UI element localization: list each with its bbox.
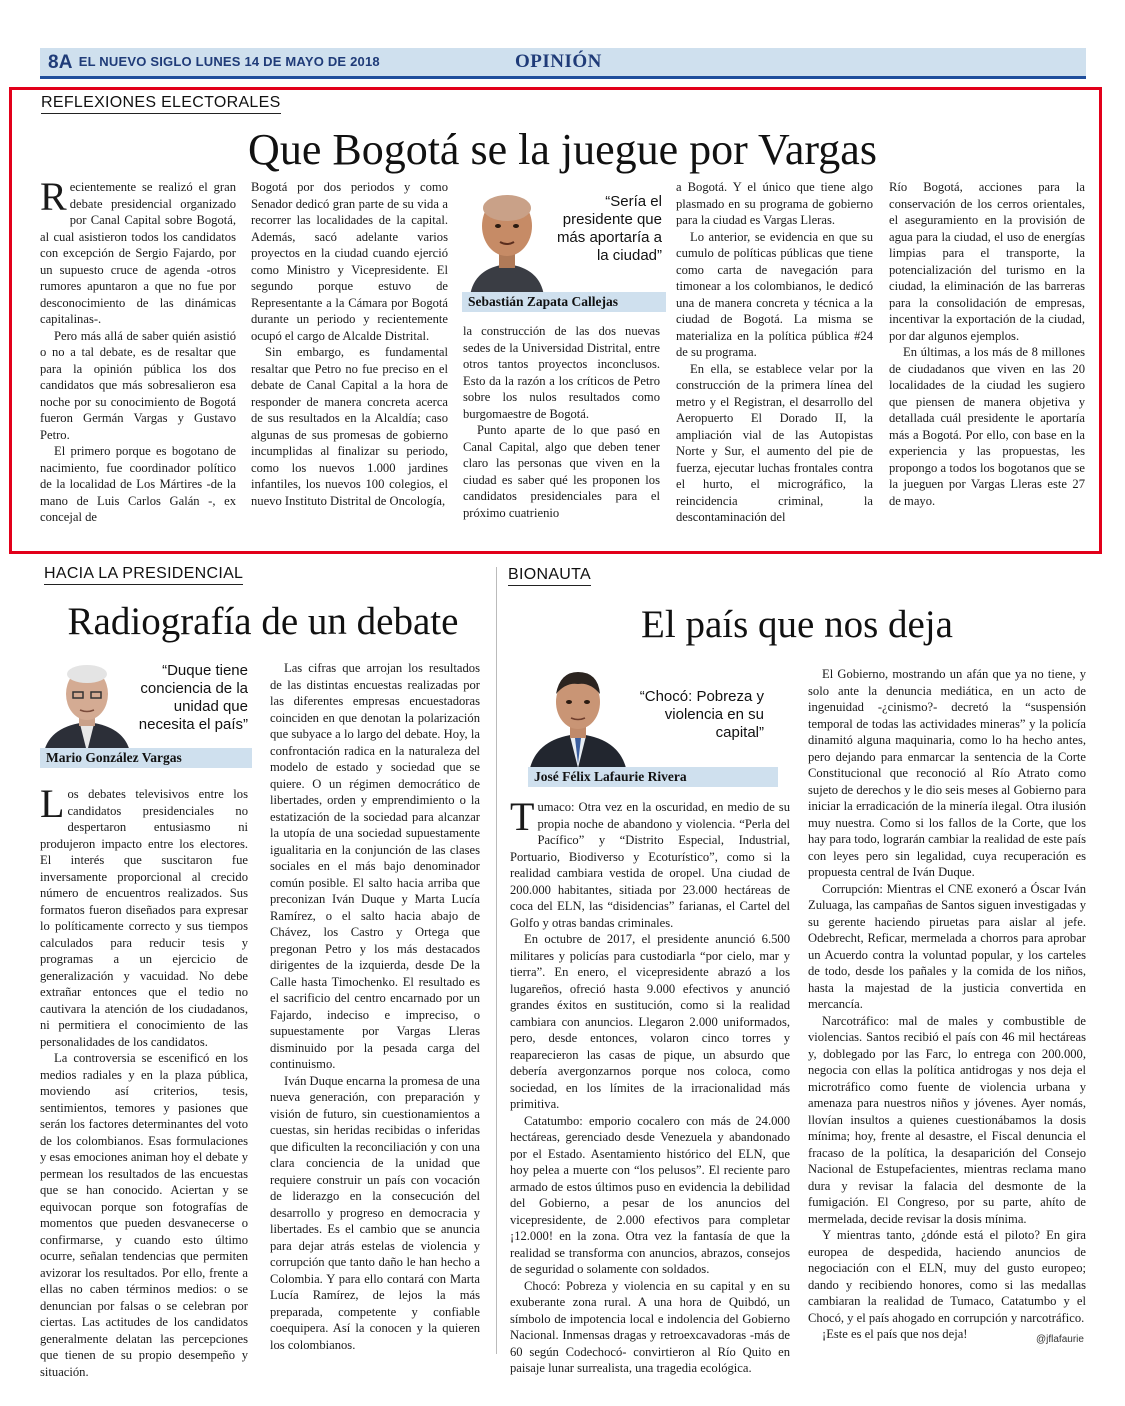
masthead-text: EL NUEVO SIGLO LUNES 14 DE MAYO DE 2018 bbox=[78, 54, 380, 69]
page-header bbox=[40, 48, 1086, 79]
twitter-handle: @jflafaurie bbox=[1036, 1334, 1084, 1345]
paragraph: Corrupción: Mientras el CNE exoneró a Óscar Iván Zuluaga, las campañas de Santos siguen investigadas y su gerente haciendo piruetas para aislar al jefe. Odebrecht, Reficar, mermelada a chorros para aprobar un Acuerdo contra la voluntad popular, y los carteles de todo, desde los pañales y la comida de los niños, hasta la majestad de la justicia convertida en mercancía. bbox=[808, 881, 1086, 1011]
left-article-kicker: HACIA LA PRESIDENCIAL bbox=[44, 565, 243, 585]
paragraph: os debates televisivos entre los candidatos presidenciales no despertaron entusiasmo ni produjeron impacto entre los electores. El interés que suscitaron fue inversamente proporcional al crecido número de encuentros realizados. Sus formatos fueron diseñados para expresar lo políticamente correcto y sus tiempos calculados para reducir tesis y programas a un ejercicio de generalización y vacuidad. No debe extrañar entonces que el tedio no cautivara la atención de los ciudadanos, ni permitiera el conocimiento de las personalidades de los candidatos. bbox=[40, 787, 248, 1049]
pull-quote: “Sería el presidente que más aportaría a la ciudad” bbox=[556, 193, 662, 264]
paragraph: ¡Este es el país que nos deja! bbox=[822, 1327, 968, 1341]
paragraph: Catatumbo: emporio cocalero con más de 24.000 hectáreas, gerenciado desde Venezuela y abandonado por el Estado. Asentamiento histórico del ELN, que hoy pelea a muerte con “los pelusos”. El reciente paro armado de estos últimos puso en evidencia la debilidad del Gobierno, a pesar de los anuncios del vicepresidente, de 2.000 efectivos para completar ¡12.000! en la zona. Otra vez la fantasía de que la realidad se transforma con anuncios, abrazos, consejos de seguridad o solamente con soldados. bbox=[510, 1113, 790, 1276]
author-name: José Félix Lafaurie Rivera bbox=[528, 767, 778, 787]
top-article-col-5 bbox=[889, 179, 1085, 541]
author-name: Mario González Vargas bbox=[40, 748, 252, 768]
paragraph: En últimas, a los más de 8 millones de ciudadanos que viven en las 20 localidades de la ciudad les sugiero que piensen de manera objetiva y detallada cuál presidente le aportaría más a Bogotá. Por ello, con base en la experiencia y las propuestas, les propongo a todos los bogotanos que se la jueguen por Vargas Lleras este 27 de mayo. bbox=[889, 345, 1085, 508]
right-article-kicker: BIONAUTA bbox=[508, 566, 591, 586]
dropcap: R bbox=[40, 174, 67, 219]
top-article-col-1 bbox=[40, 174, 236, 541]
paragraph: a Bogotá. Y el único que tiene algo plasmado en su programa de gobierno para la ciudad es Vargas Lleras. bbox=[676, 180, 873, 227]
top-article-kicker: REFLEXIONES ELECTORALES bbox=[41, 94, 281, 114]
paragraph: La controversia se escenificó en los medios radiales y en la plaza pública, moviendo así criterios, tesis, sentimientos, temores y pasiones que serán los factores determinantes del voto de los colombianos. Esas formulaciones y esas emociones animan hoy el debate y permean los resultados de las encuestas que se han conocido. Aciertan y se equivocan porque son fotografías de momentos que pueden desvanecerse o confirmarse, y cuando esto último ocurre, señalan tendencias que permiten avizorar los resultados. Por ello, frente a ellas no caben términos medios: o se denuncian por falsas o se celebran por ciertas. Las actitudes de los candidatos generalmente delatan las percepciones que tienen de su propio desempeño y situación. bbox=[40, 1051, 248, 1379]
paragraph: Pero más allá de saber quién asistió o no a tal debate, es de resaltar que para la opinión pública los dos candidatos que más sobresalieron esa noche por su conocimiento de Bogotá fueron Germán Vargas y Gustavo Petro. bbox=[40, 328, 236, 442]
page-number: 8A bbox=[48, 52, 73, 73]
paragraph: En ella, se establece velar por la construcción de la primera línea del metro y el Registran, el desarrollo del Aeropuerto El Dorado II, la ampliación vial de las Autopistas Norte y Sur, el aumento del pie de fuerza, ejecutar luchas frontales contra el hurto, el micrográfico, la reincidencia criminal, la descontaminación del bbox=[676, 361, 873, 524]
paragraph: Las cifras que arrojan los resultados de las distintas encuestas realizadas por las diferentes empresas encuestadoras coinciden en que denotan la polarización que subyace a lo largo del debate. Hoy, la confrontación radica en la naturaleza del modelo de estado y sociedad que se quiere. O un régimen democrático de libertades, orden y emprendimiento o la estatización de la sociedad para alcanzar la utopía de una sociedad supuestamente igualitaria en la conjunción de las clases sociales en el más bajo denominador común posible. El salto hacia arriba que preconizan Iván Duque y Marta Lucía Ramírez, o el salto hacia abajo de Chávez, los Castro y Ortega que pregonan Petro y los más destacados dirigentes de la izquierda, desde De la Calle hasta Timochenko. El resultado es el sacrificio del centro encarnado por un Fajardo, indeciso e impreciso, o supuestamente por Vargas Lleras disminuido por la pesada carga del continuismo. bbox=[270, 661, 480, 1071]
left-article-col-2 bbox=[270, 660, 480, 1350]
top-article-col-2 bbox=[251, 179, 448, 541]
paragraph: Narcotráfico: mal de males y combustible de violencias. Santos recibió el país con 46 mil hectáreas y, doblegado por las Farc, lo entrega con 200.000, negocia con ellas la política antidrogas y nos deja el microtráfico como fuente de violencia urbana y amenaza para nuestros niños y jóvenes. Ayer nomás, llovían insultos a quienes cuestionábamos la dosis mínima; hoy, frente al desastre, el Fiscal denuncia el fracaso de la política, la desaparición del Consejo Nacional de Estupefacientes, mientras reclama mano dura y revisar la falacia del desmonte de la fumigación. El Congreso, por su parte, ahíto de mermelada, decide revisar la dosis mínima. bbox=[808, 1013, 1086, 1226]
paragraph: la construcción de las dos nuevas sedes de la Universidad Distrital, entre otros tantos proyectos inconclusos. Esto da la razón a los críticos de Petro sobre los nulos resultados como burgomaestre de Bogotá. bbox=[463, 324, 660, 421]
top-article-col-4 bbox=[676, 179, 873, 541]
author-photo-lafaurie bbox=[528, 664, 628, 768]
right-article-col-1 bbox=[510, 794, 790, 1375]
paragraph: Sin embargo, es fundamental resaltar que Petro no fue preciso en el debate de Canal Capital a la hora de responder de manera concreta acerca de sus resultados en la Alcaldía; caso algunas de sus promesas de gobierno incumplidas al finalizar su periodo, como los nuevos 1.000 jardines infantiles, los nuevos 100 colegios, el nuevo Instituto Distrital de Oncología, bbox=[251, 345, 448, 508]
masthead bbox=[48, 52, 380, 74]
paragraph: Punto aparte de lo que pasó en Canal Capital, algo que deben tener claro las personas que viven en la ciudad es saber qué les proponen los candidatos presidenciales para el próximo cuatrienio bbox=[463, 423, 660, 520]
author-photo-gonzalez bbox=[40, 660, 134, 752]
top-article-col-3 bbox=[463, 323, 660, 541]
paragraph: ecientemente se realizó el gran debate presidencial organizado por Canal Capital sobre Bogotá, al cual asistieron todos los candidatos con excepción de Sergio Fajardo, por un supuesto cruce de agenda -otros rumores apuntaron a que no fue por desconocimiento de las dinámicas capitalinas-. bbox=[40, 180, 236, 326]
left-article-title: Radiografía de un debate bbox=[67, 600, 459, 643]
column-divider bbox=[496, 567, 497, 1354]
author-name: Sebastián Zapata Callejas bbox=[462, 292, 666, 312]
pull-quote: “Chocó: Pobreza y violencia en su capital” bbox=[639, 688, 764, 741]
paragraph: Río Bogotá, acciones para la conservación de los cerros orientales, el aseguramiento en la provisión de agua para la ciudad, el uso de energías limpias para el transporte, la potencialización del turismo en la ciudad, la eliminación de las barreras para la consolidación de empresas, incentivar la exportación de la ciudad, por dar algunos ejemplos. bbox=[889, 180, 1085, 343]
paragraph: Lo anterior, se evidencia en que su cumulo de políticas públicas que tiene como carta de navegación para timonear a los colombianos, le dedicó una de manera concreta y técnica a la ciudad de Bogotá. La misma se materializa en la política pública #24 de su programa. bbox=[676, 229, 873, 359]
paragraph: En octubre de 2017, el presidente anunció 6.500 militares y policías para custodiarla “por cielo, mar y tierra”. En enero, el vicepresidente abrazó a los lugareños, ofreció hasta 9.000 efectivos y anunció grandes éxitos en sustitución, como si la realidad cambiara con anuncios. Llegaron 2.000 uniformados, pero, desde entonces, volaron cinco torres y reaparecieron las casas de pique, un absurdo que debería avergonzarnos porque nos coloca, como sociedad, en los límites de la irracionalidad más primitiva. bbox=[510, 932, 790, 1111]
section-title: OPINIÓN bbox=[515, 51, 602, 72]
paragraph: Chocó: Pobreza y violencia en su capital y en su exuberante zona rural. A una hora de Quibdó, un símbolo de impotencia local e indolencia del Gobierno Nacional. Inmensas dragas y retroexcavadoras -más de 60 según Codechocó- convirtieron al Río Quito en paisaje lunar surrealista, una tragedia ecológica. bbox=[510, 1278, 790, 1375]
dropcap: L bbox=[40, 781, 65, 826]
right-article-title: El país que nos deja bbox=[641, 603, 953, 646]
paragraph: Bogotá por dos periodos y como Senador dedicó gran parte de su vida a recorrer las localidades de la capital. Además, sacó adelante varios proyectos en la ciudad cuando ejerció como Ministro y Vicepresidente. El segundo porque estuvo de Representante a la Cámara por Bogotá durante un periodo y recientemente ocupó el cargo de Alcalde Distrital. bbox=[251, 180, 448, 343]
paragraph: umaco: Otra vez en la oscuridad, en medio de su propia noche de abandono y violencia. “Perla del Pacífico” y “Distrito Especial, Industrial, Portuario, Biodiverso y Ecoturístico”, como si la realidad cambiara vestida de oropel. Una ciudad de 200.000 habitantes, sitiada por 23.000 hectáreas de coca del ELN, las “disidencias” farianas, el Cartel del Golfo y otras bandas criminales. bbox=[510, 800, 790, 930]
left-article-col-1 bbox=[40, 781, 248, 1379]
paragraph: Y mientras tanto, ¿dónde está el piloto? En gira europea de despedida, haciendo anuncios de negociación con el ELN, muy del gusto europeo; dando y recibiendo honores, como si las medallas cambiaran la realidad de Tumaco, Catatumbo y el Chocó, y el país ahogado en corrupción y narcotráfico. bbox=[808, 1228, 1086, 1325]
pull-quote: “Duque tiene conciencia de la unidad que necesita el país” bbox=[138, 662, 248, 733]
paragraph: Iván Duque encarna la promesa de una nueva generación, con preparación y visión de futuro, sin cuestionamientos a cuestas, sin heridas recibidas o inferidas que dificulten la reconciliación y con una clara conciencia de la unidad que requiere construir un país con vocación de liderazgo en la consecución del desarrollo y progreso en democracia y libertades. Es el cambio que se anuncia para dejar atrás estelas de violencia y corrupción que tanto daño le han hecho a Colombia. Y para ello contará con Marta Lucía Ramírez, de lejos la más preparada, competente y confiable coequipera. Así la conocen y la quieren los colombianos. bbox=[270, 1073, 480, 1352]
author-photo-zapata bbox=[462, 186, 552, 296]
paragraph: El primero porque es bogotano de nacimiento, fue coordinador político de la localidad de Los Mártires -de la mano de Luis Carlos Galán -, ex concejal de bbox=[40, 444, 236, 524]
top-article-title: Que Bogotá se la juegue por Vargas bbox=[248, 125, 877, 174]
dropcap: T bbox=[510, 794, 535, 839]
paragraph: El Gobierno, mostrando un afán que ya no tiene, y solo ante la denuncia mediática, en un acto de ingenuidad -¿cinismo?- decretó la “suspensión temporal de todas las actividades mineras” y la policía dinamitó alguna maquinaria, como lo ha hecho antes, pero dejando para enmarcar la sentencia de la Corte Constitucional que reconoció al Río Atrato como sujeto de derechos y le dio seis meses al Gobierno para iniciar la erradicación de la minería ilegal. Otra ilusión muy nuestra. Como si los fallos de la Corte, que los hay para todo, lograrán cambiar la realidad de este país con leyes pero sin legalidad, cuya recuperación es propuesta central de Iván Duque. bbox=[808, 667, 1086, 879]
